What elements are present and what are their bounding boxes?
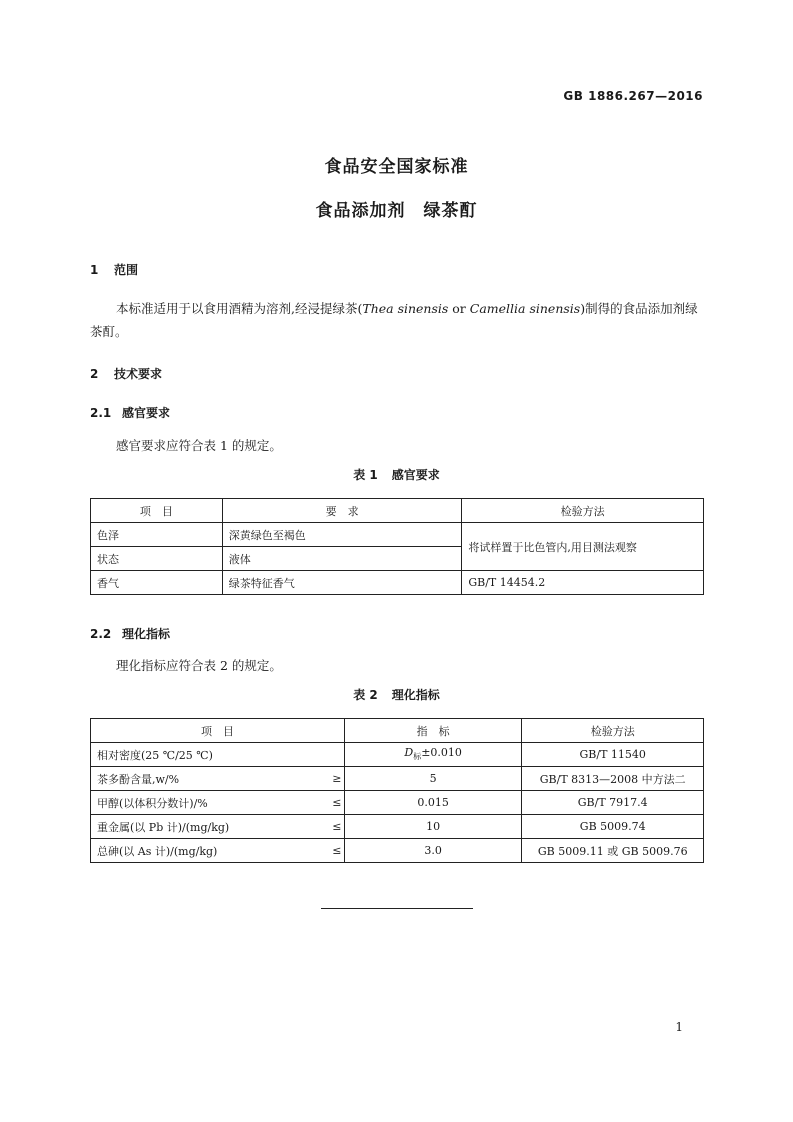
value-prefix: D (404, 746, 414, 760)
document-title-line1: 食品安全国家标准 (324, 157, 469, 177)
value-subscript: 标 (413, 752, 422, 762)
caption-label: 表 2 (353, 688, 378, 702)
cell-value: 10 (344, 815, 522, 839)
cell-item: 重金属(以 Pb 计)/(mg/kg) (91, 815, 330, 839)
table-row (91, 815, 704, 839)
document-title-line2: 食品添加剂 绿茶酊 (315, 201, 478, 221)
cell-symbol: ≤ (330, 815, 344, 839)
section-title: 范围 (114, 263, 139, 277)
cell-method: GB/T 14454.2 (462, 571, 704, 595)
section-number: 1 (90, 263, 99, 277)
cell-value: 0.015 (344, 791, 522, 815)
section-2-1-text: 感官要求应符合表 1 的规定。 (116, 438, 282, 453)
caption-label: 表 1 (353, 468, 378, 482)
standard-number: GB 1886.267—2016 (563, 89, 703, 103)
section-number: 2.2 (90, 627, 112, 641)
cell-method: GB/T 7917.4 (522, 791, 704, 815)
value-text: ±0.010 (421, 746, 462, 760)
section-1-heading (90, 261, 138, 278)
table-2 (90, 718, 704, 863)
header-requirement: 要 求 (222, 499, 462, 523)
section-2-2-heading (90, 625, 170, 642)
table-row (91, 767, 704, 791)
cell-item: 总砷(以 As 计)/(mg/kg) (91, 839, 330, 863)
cell-value (344, 743, 522, 767)
text-segment: )制得的食品添加剂绿茶酊。 (90, 301, 698, 339)
header-method: 检验方法 (462, 499, 704, 523)
text-segment: 本标准适用于以食用酒精为溶剂,经浸提绿茶( (116, 301, 363, 316)
cell-item: 茶多酚含量,w/% (91, 767, 330, 791)
header-indicator: 指 标 (344, 719, 522, 743)
caption-title: 理化指标 (391, 688, 440, 702)
cell-item: 状态 (91, 547, 223, 571)
cell-symbol: ≥ (330, 767, 344, 791)
header-item: 项 目 (91, 499, 223, 523)
cell-method: GB/T 8313—2008 中方法二 (522, 767, 704, 791)
table-1-caption (0, 466, 793, 483)
cell-requirement: 深黄绿色至褐色 (222, 523, 462, 547)
header-method: 检验方法 (522, 719, 704, 743)
table-2-caption (0, 686, 793, 703)
cell-method: GB 5009.74 (522, 815, 704, 839)
section-number: 2 (90, 367, 99, 381)
cell-item: 甲醇(以体积分数计)/% (91, 791, 330, 815)
cell-value: 3.0 (344, 839, 522, 863)
table-row (91, 523, 704, 547)
page-number: 1 (675, 1020, 683, 1034)
section-2-2-text: 理化指标应符合表 2 的规定。 (116, 658, 282, 673)
section-2-1-heading (90, 404, 170, 421)
table-header-row (91, 499, 704, 523)
end-rule (321, 908, 473, 909)
table-row (91, 839, 704, 863)
cell-value: 5 (344, 767, 522, 791)
table-row (91, 743, 704, 767)
cell-item: 相对密度(25 ℃/25 ℃) (91, 743, 330, 767)
cell-method: GB 5009.11 或 GB 5009.76 (522, 839, 704, 863)
latin-name: Thea sinensis (362, 301, 449, 316)
cell-requirement: 液体 (222, 547, 462, 571)
section-2-heading (90, 365, 162, 382)
caption-title: 感官要求 (391, 468, 440, 482)
latin-name: Camellia sinensis (469, 301, 581, 316)
section-title: 技术要求 (114, 367, 163, 381)
section-title: 理化指标 (122, 627, 171, 641)
section-number: 2.1 (90, 406, 112, 420)
cell-item: 香气 (91, 571, 223, 595)
table-header-row (91, 719, 704, 743)
cell-symbol (330, 743, 344, 767)
table-1 (90, 498, 704, 595)
cell-item: 色泽 (91, 523, 223, 547)
cell-symbol: ≤ (330, 791, 344, 815)
cell-method-merged: 将试样置于比色管内,用目测法观察 (462, 523, 704, 571)
section-1-paragraph (90, 297, 704, 343)
table-row (91, 791, 704, 815)
table-row (91, 571, 704, 595)
section-title: 感官要求 (122, 406, 171, 420)
text-segment: or (448, 301, 470, 316)
cell-requirement: 绿茶特征香气 (222, 571, 462, 595)
header-item: 项 目 (91, 719, 345, 743)
cell-symbol: ≤ (330, 839, 344, 863)
cell-method: GB/T 11540 (522, 743, 704, 767)
